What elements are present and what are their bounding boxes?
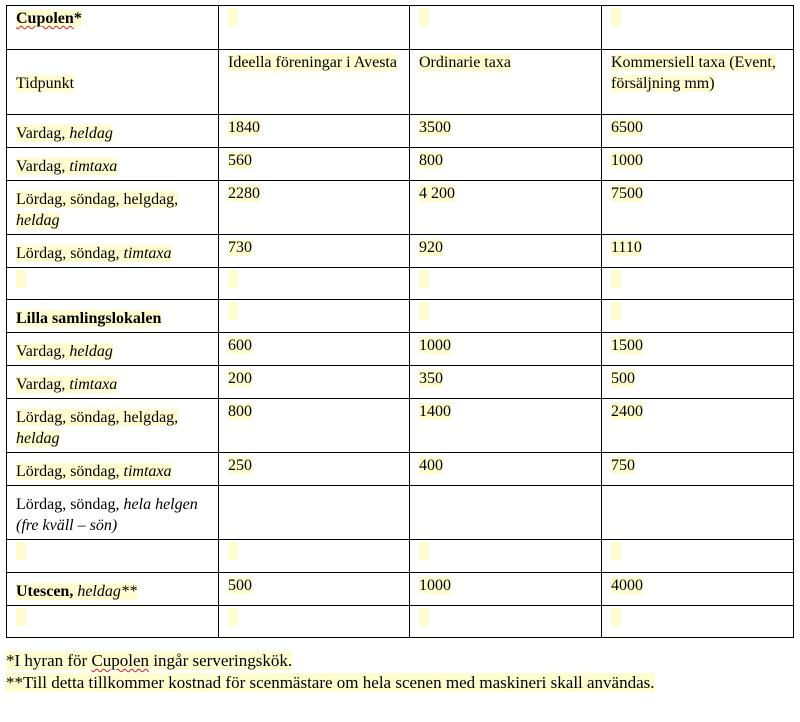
section-title-row <box>7 300 794 333</box>
row-label: Vardag, heldag <box>16 343 113 360</box>
value-ordinarie: 3500 <box>419 119 451 136</box>
value-ideella: 2280 <box>228 185 260 202</box>
row-label: Vardag, timtaxa <box>16 376 118 393</box>
value-ordinarie: 1000 <box>419 577 451 594</box>
section-title-row <box>7 6 794 50</box>
value-ordinarie: 1400 <box>419 403 451 420</box>
header-row <box>7 50 794 115</box>
value-kommersiell: 500 <box>611 370 635 387</box>
value-kommersiell: 1500 <box>611 337 643 354</box>
table-row <box>7 366 794 399</box>
table-row <box>7 333 794 366</box>
row-label: Lördag, söndag, timtaxa <box>16 245 172 262</box>
value-ordinarie: 350 <box>419 370 443 387</box>
table-row <box>7 399 794 453</box>
row-label: Lördag, söndag, helgdag, heldag <box>16 409 179 447</box>
footnotes <box>6 650 655 694</box>
footnote-2: **Till detta tillkommer kostnad för scenmästare om hela scenen med maskineri skall användas. <box>6 673 655 692</box>
empty-row <box>7 606 794 638</box>
header-ideella: Ideella föreningar i Avesta <box>228 54 397 71</box>
value-kommersiell: 1000 <box>611 152 643 169</box>
value-ideella: 250 <box>228 457 252 474</box>
empty-row <box>7 540 794 573</box>
value-kommersiell: 7500 <box>611 185 643 202</box>
header-ordinarie: Ordinarie taxa <box>419 54 511 71</box>
value-ideella: 560 <box>228 152 252 169</box>
table-row <box>7 115 794 148</box>
value-ordinarie: 920 <box>419 239 443 256</box>
table-row <box>7 181 794 235</box>
section-title: Lilla samlingslokalen <box>16 310 162 327</box>
table-row <box>7 235 794 268</box>
value-kommersiell: 750 <box>611 457 635 474</box>
row-label: Lördag, söndag, hela helgen (fre kväll – sön) <box>16 496 198 534</box>
header-tidpunkt: Tidpunkt <box>16 74 75 92</box>
table-row <box>7 148 794 181</box>
value-kommersiell: 4000 <box>611 577 643 594</box>
empty-row <box>7 268 794 300</box>
value-ordinarie: 4 200 <box>419 185 455 202</box>
value-ideella: 1840 <box>228 119 260 136</box>
table-row <box>7 486 794 540</box>
value-ideella: 200 <box>228 370 252 387</box>
value-ideella: 500 <box>228 577 252 594</box>
value-ideella: 800 <box>228 403 252 420</box>
table-row <box>7 573 794 606</box>
value-ordinarie: 400 <box>419 457 443 474</box>
value-ordinarie: 1000 <box>419 337 451 354</box>
value-ideella: 730 <box>228 239 252 256</box>
row-label: Lördag, söndag, helgdag, heldag <box>16 191 179 229</box>
row-label: Vardag, timtaxa <box>16 158 118 175</box>
tariff-table <box>6 5 794 638</box>
row-label: Utescen, heldag** <box>16 583 137 600</box>
row-label: Vardag, heldag <box>16 125 113 142</box>
value-ideella: 600 <box>228 337 252 354</box>
value-ordinarie: 800 <box>419 152 443 169</box>
row-label: Lördag, söndag, timtaxa <box>16 463 172 480</box>
section-title: Cupolen* <box>16 10 82 27</box>
header-kommersiell: Kommersiell taxa (Event, försäljning mm) <box>611 54 776 92</box>
value-kommersiell: 1110 <box>611 239 642 256</box>
value-kommersiell: 6500 <box>611 119 643 136</box>
value-kommersiell: 2400 <box>611 403 643 420</box>
table-row <box>7 453 794 486</box>
footnote-1: *I hyran för Cupolen ingår serveringskök. <box>6 651 293 670</box>
